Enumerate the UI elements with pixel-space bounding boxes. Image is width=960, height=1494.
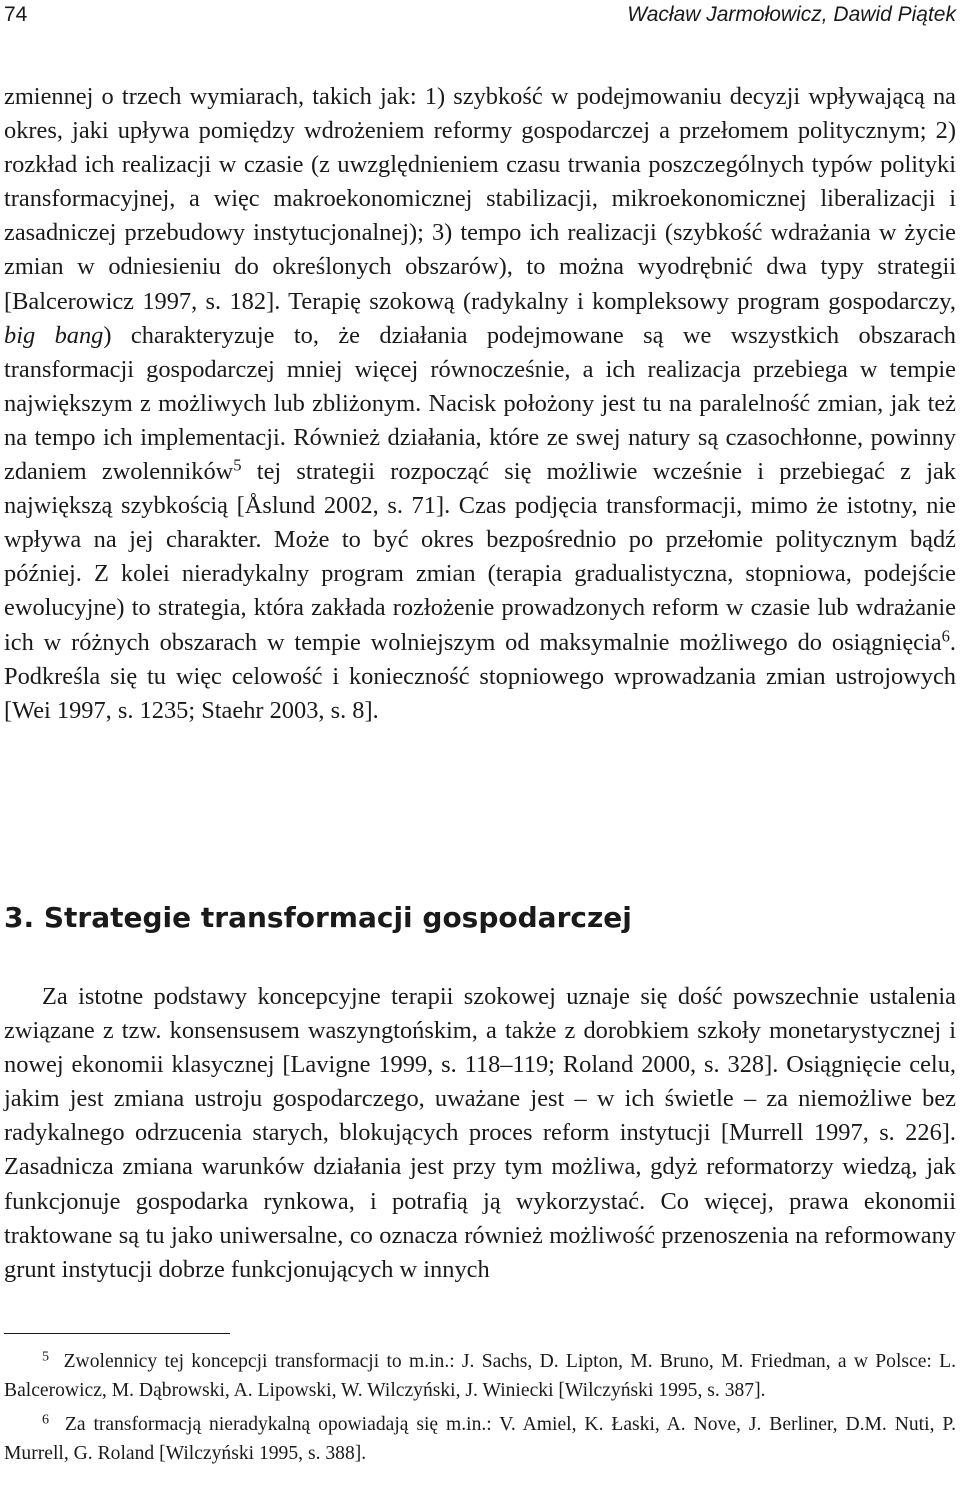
section-heading: 3. Strategie transformacji gospodarczej [4, 901, 632, 934]
footnote-text: Zwolennicy tej koncepcji transformacji to m.in.: J. Sachs, D. Lipton, M. Bruno, M. Friedman, a w Polsce: L. Balcerowicz, M. Dąbrowski, A. Lipowski, W. Wilczyński, J. Winiecki [Wilczyński 1995, s. 387]. [4, 1351, 956, 1401]
paragraph-text: . Podkreśla się tu więc celowość i konieczność stopniowego wprowadzania zmian ustrojowych [Wei 1997, s. 1235; Staehr 2003, s. 8]. [4, 628, 956, 724]
footnote-reference[interactable]: 6 [941, 626, 950, 646]
running-head [0, 0, 960, 30]
footnote-number: 6 [42, 1411, 50, 1428]
footnote-number: 5 [42, 1348, 50, 1365]
italic-term: big bang [4, 321, 104, 349]
body-paragraph-1 [4, 80, 956, 728]
paragraph-text: zmiennej o trzech wymiarach, takich jak: 1) szybkość w podejmowaniu decyzji wpływającą na okres, jaki upływa pomiędzy wdrożeniem reformy gospodarczej a przełomem politycznym; 2) rozkład ich realizacji w czasie (z uwzględnieniem czasu trwania poszczególnych typów polityki transformacyjnej, a więc makroekonomicznej stabilizacji, mikroekonomicznej liberalizacji i zasadniczej przebudowy instytucjonalnej); 3) tempo ich realizacji (szybkość wdrażania w życie zmian w odniesieniu do określonych obszarów), to można wyodrębnić dwa typy strategii [Balcerowicz 1997, s. 182]. Terapię szokową (radykalny i kompleksowy program gospodarczy, [4, 83, 956, 315]
paragraph-text: tej strategii rozpocząć się możliwie wcześnie i przebiegać z jak największą szybkością [Åslund 2002, s. 71]. Czas podjęcia transformacji, mimo że istotny, nie wpływa na jej charakter. Może to być okres bezpośrednio po przełomie politycznym bądź później. Z kolei nieradykalny program zmian (terapia gradualistyczna, stopniowa, podejście ewolucyjne) to strategia, która zakłada rozłożenie prowadzonych reform w czasie lub wdrażanie ich w różnych obszarach w tempie wolniejszym od maksymalnie możliwego do osiągnięcia [4, 458, 956, 656]
footnote [4, 1410, 956, 1468]
running-head-authors: Wacław Jarmołowicz, Dawid Piątek [627, 3, 956, 26]
footnote [4, 1347, 956, 1405]
footnote-text: Za transformacją nieradykalną opowiadają się m.in.: V. Amiel, K. Łaski, A. Nove, J. Berliner, D.M. Nuti, P. Murrell, G. Roland [Wilczyński 1995, s. 388]. [4, 1414, 956, 1464]
paragraph-text: ) charakteryzuje to, że działania podejmowane są we wszystkich obszarach transformacji gospodarczej mniej więcej równocześnie, a ich realizacja przebiega w tempie największym z możliwych lub zbliżonym. Nacisk położony jest tu na paralelność zmian, jak też na tempo ich implementacji. Również działania, które ze swej natury są czasochłonne, powinny zdaniem zwolenników [4, 321, 957, 486]
footnote-separator [4, 1333, 230, 1334]
page-number: 74 [4, 3, 28, 26]
footnote-reference[interactable]: 5 [233, 455, 242, 475]
footnotes [4, 1347, 956, 1473]
body-paragraph-2: Za istotne podstawy koncepcyjne terapii szokowej uznaje się dość powszechnie ustalenia związane z tzw. konsensusem waszyngtońskim, a także z dorobkiem szkoły monetarystycznej i nowej ekonomii klasycznej [Lavigne 1999, s. 118–119; Roland 2000, s. 328]. Osiągnięcie celu, jakim jest zmiana ustroju gospodarczego, uważane jest – w ich świetle – za niemożliwe bez radykalnego odrzucenia starych, blokujących proces reform instytucji [Murrell 1997, s. 226]. Zasadnicza zmiana warunków działania jest przy tym możliwa, gdyż reformatorzy wiedzą, jak funkcjonuje gospodarka rynkowa, i potrafią ją wykorzystać. Co więcej, prawa ekonomii traktowane są tu jako uniwersalne, co oznacza również możliwość przenoszenia na reformowany grunt instytucji dobrze funkcjonujących w innych [4, 983, 956, 1283]
